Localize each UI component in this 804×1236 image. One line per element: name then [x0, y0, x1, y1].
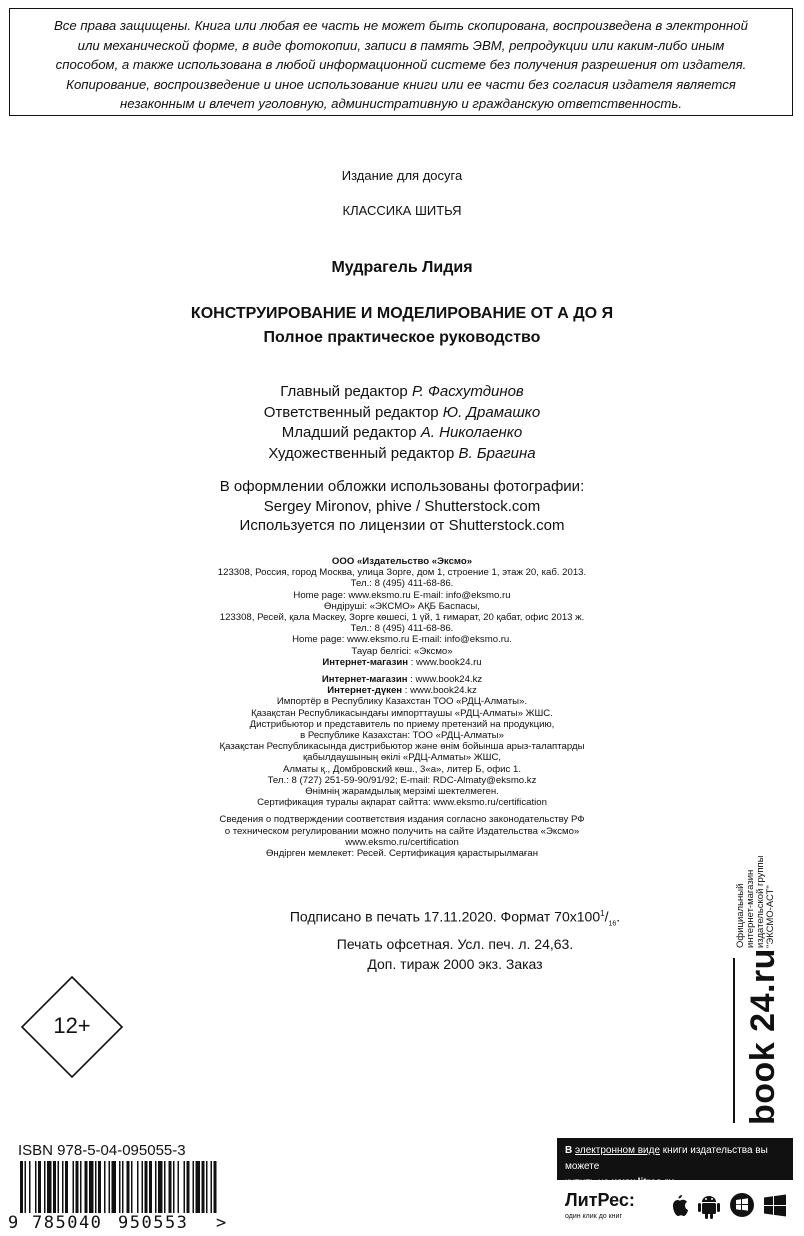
windows-icon [763, 1194, 787, 1218]
publisher-line: Қазақстан Республикасында дистрибьютор және өнім бойынша арыз-талаптарды [219, 741, 585, 753]
edition-type: Издание для досуга [341, 168, 463, 183]
credit-role: Ответственный редактор [263, 403, 439, 421]
author: Мудрагель Лидия [331, 259, 473, 276]
book-subtitle: Полное практическое руководство [263, 329, 541, 346]
isbn: ISBN 978-5-04-095055-3 [18, 1142, 186, 1159]
book-title: КОНСТРУИРОВАНИЕ И МОДЕЛИРОВАНИЕ ОТ А ДО Я [190, 305, 614, 322]
barcode-bar [131, 1161, 133, 1213]
publisher-name: ООО «Издательство «Эксмо» [331, 556, 473, 567]
publisher-line: Импортёр в Республику Казахстан ТОО «РДЦ-Алматы». [276, 696, 528, 708]
barcode-bar [38, 1161, 41, 1213]
credit-name: А. Николаенко [420, 424, 523, 441]
barcode-bar [73, 1161, 75, 1213]
apple-icon [667, 1192, 689, 1218]
barcode-bar [202, 1161, 205, 1213]
photo-line: В оформлении обложки использованы фотографии: [219, 478, 585, 495]
barcode-bar [85, 1161, 88, 1213]
barcode-bar [104, 1161, 106, 1213]
publisher-line: Home page: www.eksmo.ru E-mail: info@eksmo.ru [293, 589, 511, 601]
barcode-bar [29, 1161, 31, 1213]
book24-logo: book 24.ru [744, 948, 782, 1125]
notice-line: незаконным и влечет уголовную, административную и гражданскую ответственность. [119, 96, 683, 111]
publisher-line: о техническом регулировании можно получить на сайте Издательства «Эксмо» [224, 825, 580, 837]
credit-role: Главный редактор [280, 383, 408, 400]
publisher-line: Тел.: 8 (727) 251-59-90/91/92; E-mail: RDC-Almaty@eksmo.kz [267, 774, 537, 786]
publisher-line: Өнімнің жарамдылық мерзімі шектелмеген. [305, 786, 499, 798]
publisher-line: Тел.: 8 (495) 411-68-86. [350, 623, 454, 635]
print-line: Подписано в печать 17.11.2020. Формат $70x100^1/_{16}$. [289, 908, 621, 928]
litres-site[interactable]: www.litres.ru [611, 1177, 675, 1188]
shop-kz2: Интернет-дүкен : www.book24.kz [327, 685, 477, 697]
barcode-digit: 785040 [32, 1213, 103, 1233]
barcode-bar [35, 1161, 37, 1213]
publisher-line: Сведения о подтверждении соответствия издания согласно законодательству РФ [219, 814, 585, 826]
barcode-bar [137, 1161, 139, 1213]
publisher-line: Сертификация туралы ақпарат сайтта: www.eksmo.ru/certification [257, 797, 547, 809]
notice-line: способом, а также использована в любой информационной системе без получения разрешения от издателя. [55, 57, 747, 72]
barcode-bar [95, 1161, 97, 1213]
publisher-line: Алматы қ., Домбровский көш., 3«а», литер Б, офис 1. [283, 763, 521, 775]
barcode-bar [214, 1161, 217, 1213]
print-line: Печать офсетная. Усл. печ. л. 24,63. [336, 936, 574, 953]
barcode-bar [44, 1161, 46, 1213]
publisher-line: в Республике Казахстан: ТОО «РДЦ-Алматы» [300, 730, 504, 742]
android-icon [697, 1192, 721, 1220]
barcode-bar [169, 1161, 172, 1213]
publisher-line: 123308, Ресей, қала Мәскеу, Зорге көшесі, 1 үй, 1 ғимарат, 20 қабат, офис 2013 ж. [219, 612, 585, 624]
barcode-bar [80, 1161, 82, 1213]
credits [0, 382, 804, 464]
barcode-bar [211, 1161, 213, 1213]
barcode-bar [196, 1161, 201, 1213]
publisher-info [150, 556, 654, 859]
notice-line: Копирование, воспроизведение и иное использование книги или ее части без согласия издателя является [66, 76, 736, 92]
barcode [18, 1161, 223, 1217]
barcode-bar [53, 1161, 56, 1213]
litres-banner: В электронном виде книги издательства вы можете купить на www.litres.ru [557, 1138, 793, 1180]
barcode-bar [155, 1161, 157, 1213]
windows-phone-icon [729, 1192, 755, 1218]
credit-name: В. Брагина [458, 444, 536, 462]
credit-line [0, 382, 804, 403]
barcode-bar [109, 1161, 111, 1213]
barcode-bar [145, 1161, 148, 1213]
photo-line: Sergey Mironov, phive / Shutterstock.com [263, 497, 541, 515]
age-rating-badge [20, 975, 124, 1079]
barcode-bar [62, 1161, 64, 1213]
age-rating: 12+ [53, 1013, 91, 1038]
credit-line [0, 423, 804, 444]
credit-line [0, 403, 804, 424]
barcode-bar [187, 1161, 190, 1213]
side-ad-line: "ЭКСМО-АСТ" [765, 885, 776, 948]
publisher-line: 123308, Россия, город Москва, улица Зорге, дом 1, строение 1, этаж 20, каб. 2013. [217, 567, 587, 579]
barcode-bar [119, 1161, 121, 1213]
barcode-bar [112, 1161, 117, 1213]
credit-role: Младший редактор [281, 424, 417, 441]
barcode-bar [20, 1161, 23, 1213]
barcode-bar [127, 1161, 130, 1213]
copyright-notice [9, 8, 793, 116]
shop-ru: Интернет-магазин : www.book24.ru [322, 656, 482, 668]
photo-line: Используется по лицензии от Shutterstock.com [239, 517, 565, 534]
credit-role: Художественный редактор [268, 444, 455, 462]
side-ad-line: интернет-магазин [745, 869, 756, 948]
barcode-bar [149, 1161, 152, 1213]
side-ad-line: Официальный [735, 883, 746, 948]
publisher-line: қабылдаушының өкілі «РДЦ-Алматы» ЖШС, [302, 752, 502, 764]
litres-link[interactable]: электронном виде [575, 1145, 661, 1156]
print-line: Доп. тираж 2000 экз. Заказ [367, 956, 543, 973]
notice-line: или механической форме, в виде фотокопии, записи в память ЭВМ, репродукции или каким-либо иным [77, 37, 725, 53]
litres-logo: ЛитРес: [565, 1190, 635, 1210]
barcode-bar [178, 1161, 180, 1213]
publisher-line: www.eksmo.ru/certification [345, 836, 459, 848]
credit-line [0, 444, 804, 465]
shop-kz: Интернет-магазин : www.book24.kz [321, 674, 483, 686]
cover-photo-credits [0, 477, 804, 536]
barcode-bar [164, 1161, 166, 1213]
credit-name: Ю. Драмашко [442, 403, 541, 421]
barcode-bar [25, 1161, 27, 1213]
publisher-line: Қазақстан Республикасындағы импорттаушы «РДЦ-Алматы» ЖШС. [251, 707, 553, 719]
barcode-bar [173, 1161, 175, 1213]
publisher-line: Өндіруші: «ЭКСМО» АҚБ Баспасы, [324, 600, 480, 612]
publisher-line: Өндірген мемлекет: Ресей. Сертификация қарастырылмаған [265, 848, 539, 860]
barcode-bar [76, 1161, 79, 1213]
barcode-bar [65, 1161, 68, 1213]
barcode-bar [193, 1161, 195, 1213]
publisher-line: Тауар белгісі: «Эксмо» [351, 645, 453, 657]
barcode-digit: 9 [8, 1213, 19, 1233]
barcode-bar [47, 1161, 52, 1213]
side-ad-text [735, 855, 796, 948]
print-info [255, 904, 655, 974]
litres-block [557, 1138, 793, 1230]
barcode-digit: 950553 [118, 1213, 189, 1233]
barcode-bar [98, 1161, 101, 1213]
notice-line: Все права защищены. Книга или любая ее часть не может быть скопирована, воспроизведена в электронной [54, 18, 748, 33]
barcode-bar [206, 1161, 208, 1213]
side-ad-line: издательской группы [755, 855, 766, 948]
barcode-bar [122, 1161, 124, 1213]
publisher-line: Дистрибьютор и представитель по приему претензий на продукцию, [249, 718, 555, 730]
credit-name: Р. Фасхутдинов [411, 383, 524, 400]
barcode-bar [58, 1161, 60, 1213]
publisher-line: Тел.: 8 (495) 411-68-86. [350, 578, 454, 590]
barcode-bar [89, 1161, 94, 1213]
series-name: КЛАССИКА ШИТЬЯ [342, 203, 462, 218]
barcode-bar [142, 1161, 144, 1213]
barcode-digits [8, 1213, 238, 1235]
litres-slogan: один клик до книг [565, 1213, 623, 1220]
barcode-digit: > [216, 1213, 227, 1233]
barcode-bar [158, 1161, 163, 1213]
side-divider [733, 958, 735, 1123]
barcode-bar [184, 1161, 186, 1213]
publisher-line: Home page: www.eksmo.ru E-mail: info@eksmo.ru. [292, 634, 512, 646]
